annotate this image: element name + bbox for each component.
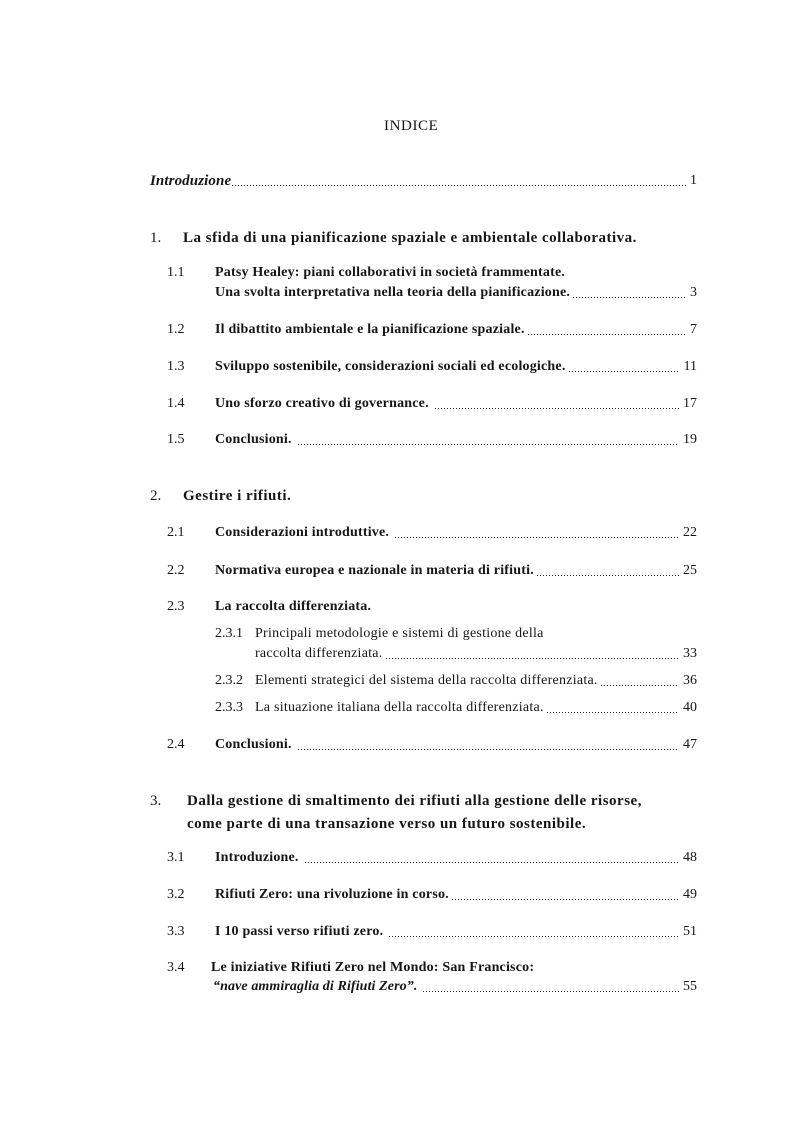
chapter-number: 3.	[150, 793, 162, 809]
dot-leader	[389, 936, 679, 937]
dot-leader	[537, 575, 679, 576]
chapter-title: Gestire i rifiuti.	[183, 488, 292, 504]
toc-entry-2-2	[167, 561, 697, 581]
section-number: 1.1	[167, 265, 185, 280]
page-number: 7	[690, 322, 697, 337]
section-title: Il dibattito ambientale e la pianificazione spaziale.	[215, 322, 525, 337]
toc-entry-3-4-continued	[213, 977, 697, 997]
chapter-title: Dalla gestione di smaltimento dei rifiuti alla gestione delle risorse,	[187, 793, 642, 809]
section-number: 2.3	[167, 599, 185, 614]
chapter-number: 2.	[150, 488, 162, 504]
section-title: Conclusioni.	[215, 432, 292, 447]
toc-entry-2-3-1	[215, 624, 697, 644]
toc-chapter-1	[150, 228, 697, 248]
page-number: 47	[683, 737, 697, 752]
page-number: 17	[683, 396, 697, 411]
subsection-number: 2.3.3	[215, 700, 243, 715]
section-number: 3.3	[167, 924, 185, 939]
subsection-title: Principali metodologie e sistemi di gestione della	[255, 626, 544, 641]
toc-chapter-3-continued	[187, 814, 697, 834]
page-number: 55	[683, 979, 697, 994]
subsection-title: raccolta differenziata.	[255, 646, 383, 661]
page-number: 11	[683, 359, 697, 374]
section-title: Sviluppo sostenibile, considerazioni sociali ed ecologiche.	[215, 359, 566, 374]
section-title: Considerazioni introduttive.	[215, 525, 390, 540]
dot-leader	[423, 991, 679, 992]
section-number: 1.2	[167, 322, 185, 337]
page-number: 49	[683, 887, 697, 902]
dot-leader	[298, 749, 679, 750]
toc-entry-1-5	[167, 430, 697, 450]
toc-entry-1-3	[167, 357, 697, 377]
toc-entry-1-1-continued	[215, 283, 697, 303]
page-number: 51	[683, 924, 697, 939]
section-title: “nave ammiraglia di Rifiuti Zero”.	[213, 979, 418, 994]
section-number: 3.1	[167, 850, 185, 865]
chapter-title: La sfida di una pianificazione spaziale e ambientale collaborativa.	[183, 230, 637, 246]
dot-leader	[435, 408, 679, 409]
toc-entry-introduzione	[150, 171, 697, 191]
toc-entry-2-4	[167, 735, 697, 755]
dot-leader	[601, 685, 679, 686]
section-number: 3.2	[167, 887, 185, 902]
section-title: La raccolta differenziata.	[215, 599, 372, 614]
page-number: 22	[683, 525, 697, 540]
toc-entry-2-1	[167, 523, 697, 543]
toc-entry-3-3	[167, 922, 697, 942]
section-number: 2.1	[167, 525, 185, 540]
toc-entry-2-3-2	[215, 671, 697, 691]
subsection-number: 2.3.1	[215, 626, 243, 641]
subsection-number: 2.3.2	[215, 673, 243, 688]
toc-entry-3-4	[167, 958, 697, 978]
dot-leader	[305, 862, 679, 863]
page-number: 48	[683, 850, 697, 865]
page-number: 3	[690, 285, 697, 300]
toc-entry-2-3	[167, 597, 697, 617]
page-number: 40	[683, 700, 697, 715]
section-title: I 10 passi verso rifiuti zero.	[215, 924, 384, 939]
section-title: Normativa europea e nazionale in materia di rifiuti.	[215, 563, 534, 578]
section-title: Conclusioni.	[215, 737, 292, 752]
dot-leader	[298, 444, 679, 445]
toc-chapter-3	[150, 791, 697, 811]
toc-entry-3-1	[167, 848, 697, 868]
chapter-number: 1.	[150, 230, 162, 246]
dot-leader	[232, 185, 686, 186]
toc-entry-1-4	[167, 394, 697, 414]
toc-entry-1-1	[167, 263, 697, 283]
section-title: Rifiuti Zero: una rivoluzione in corso.	[215, 887, 449, 902]
section-number: 1.3	[167, 359, 185, 374]
section-number: 2.4	[167, 737, 185, 752]
section-title: Uno sforzo creativo di governance.	[215, 396, 429, 411]
toc-chapter-2	[150, 486, 697, 506]
section-number: 1.4	[167, 396, 185, 411]
page-title: INDICE	[384, 118, 439, 134]
dot-leader	[573, 297, 686, 298]
subsection-title: La situazione italiana della raccolta differenziata.	[255, 700, 544, 715]
page-number: 25	[683, 563, 697, 578]
page-number: 19	[683, 432, 697, 447]
dot-leader	[528, 334, 686, 335]
dot-leader	[547, 712, 679, 713]
page-number: 1	[690, 173, 697, 188]
dot-leader	[386, 658, 679, 659]
dot-leader	[569, 371, 680, 372]
chapter-title: come parte di una transazione verso un futuro sostenibile.	[187, 816, 587, 832]
page-number: 33	[683, 646, 697, 661]
page-number: 36	[683, 673, 697, 688]
entry-title: Introduzione	[150, 173, 232, 189]
dot-leader	[452, 899, 679, 900]
section-title: Introduzione.	[215, 850, 299, 865]
section-number: 3.4	[167, 960, 185, 975]
toc-entry-2-3-3	[215, 698, 697, 718]
dot-leader	[395, 537, 679, 538]
toc-entry-2-3-1-continued	[255, 644, 697, 664]
section-number: 2.2	[167, 563, 185, 578]
section-title: Una svolta interpretativa nella teoria della pianificazione.	[215, 285, 571, 300]
section-title: Le iniziative Rifiuti Zero nel Mondo: San Francisco:	[211, 960, 535, 975]
subsection-title: Elementi strategici del sistema della raccolta differenziata.	[255, 673, 598, 688]
section-number: 1.5	[167, 432, 185, 447]
toc-entry-1-2	[167, 320, 697, 340]
section-title: Patsy Healey: piani collaborativi in società frammentate.	[215, 265, 566, 280]
toc-entry-3-2	[167, 885, 697, 905]
